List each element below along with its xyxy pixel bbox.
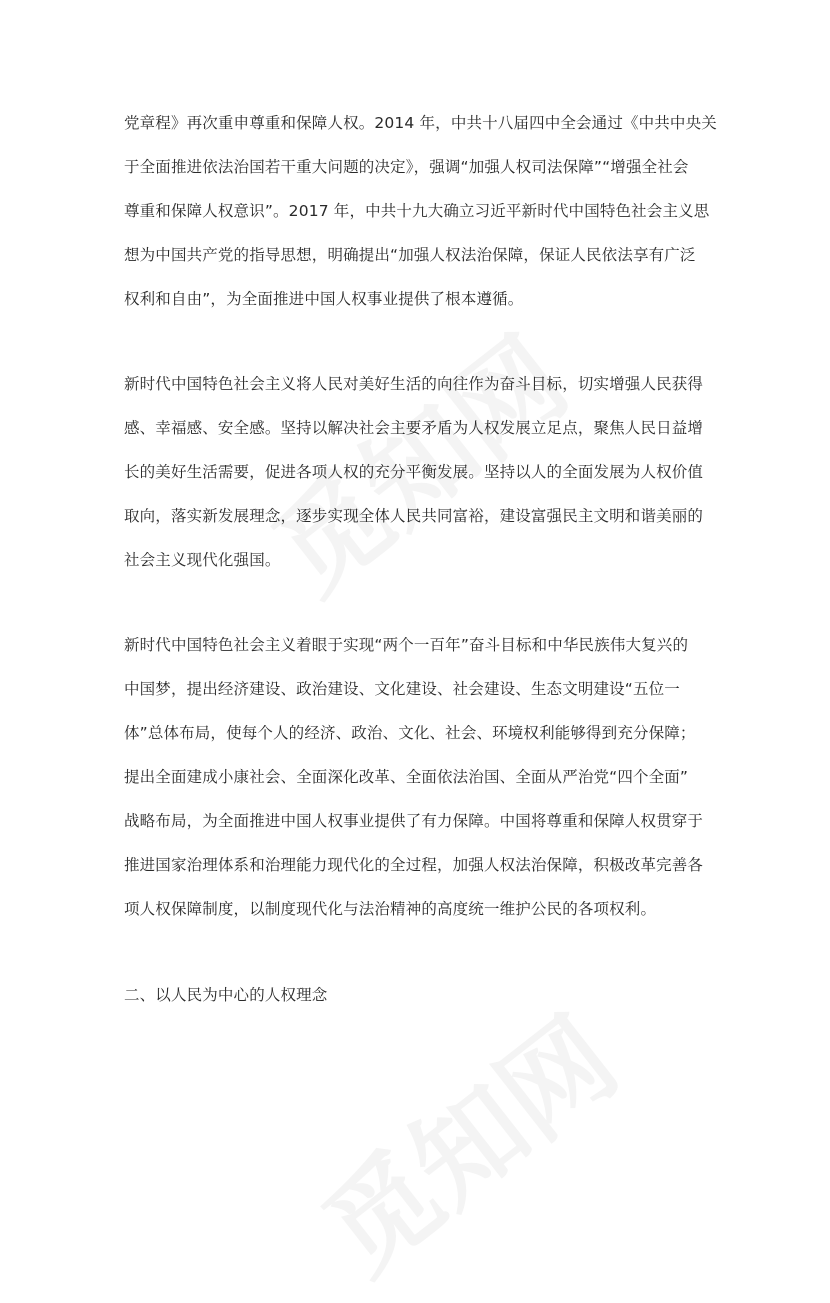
text-line: 新时代中国特色社会主义着眼于实现“两个一百年”奋斗目标和中华民族伟大复兴的 [124, 636, 689, 654]
watermark [236, 295, 593, 623]
watermark [286, 975, 643, 1303]
text-line: 党章程》再次重申尊重和保障人权。2014 年，中共十八届四中全会通过《中共中央关 [124, 114, 717, 132]
text-line: 社会主义现代化强国。 [124, 551, 281, 569]
text-line: 长的美好生活需要，促进各项人权的充分平衡发展。坚持以人的全面发展为人权价值 [124, 463, 704, 481]
text-line: 新时代中国特色社会主义将人民对美好生活的向往作为奋斗目标，切实增强人民获得 [124, 375, 704, 393]
text-line: 项人权保障制度，以制度现代化与法治精神的高度统一维护公民的各项权利。 [124, 900, 657, 918]
text-line: 中国梦，提出经济建设、政治建设、文化建设、社会建设、生态文明建设“五位一 [124, 680, 680, 698]
text-line: 想为中国共产党的指导思想，明确提出“加强人权法治保障，保证人民依法享有广泛 [124, 246, 696, 264]
text-line: 战略布局，为全面推进中国人权事业提供了有力保障。中国将尊重和保障人权贯穿于 [124, 812, 704, 830]
section-heading: 二、以人民为中心的人权理念 [124, 986, 328, 1004]
text-line: 感、幸福感、安全感。坚持以解决社会主要矛盾为人权发展立足点，聚焦人民日益增 [124, 419, 704, 437]
text-line: 体”总体布局，使每个人的经济、政治、文化、社会、环境权利能够得到充分保障； [124, 724, 696, 742]
text-line: 于全面推进依法治国若干重大问题的决定》，强调“加强人权司法保障”“增强全社会 [124, 158, 689, 176]
text-line: 权利和自由”，为全面推进中国人权事业提供了根本遵循。 [124, 290, 524, 308]
text-line: 提出全面建成小康社会、全面深化改革、全面依法治国、全面从严治党“四个全面” [124, 768, 689, 786]
text-line: 推进国家治理体系和治理能力现代化的全过程，加强人权法治保障，积极改革完善各 [124, 856, 704, 874]
text-line: 尊重和保障人权意识”。2017 年，中共十九大确立习近平新时代中国特色社会主义思 [124, 202, 710, 220]
text-line: 取向，落实新发展理念，逐步实现全体人民共同富裕，建设富强民主文明和谐美丽的 [124, 507, 704, 525]
